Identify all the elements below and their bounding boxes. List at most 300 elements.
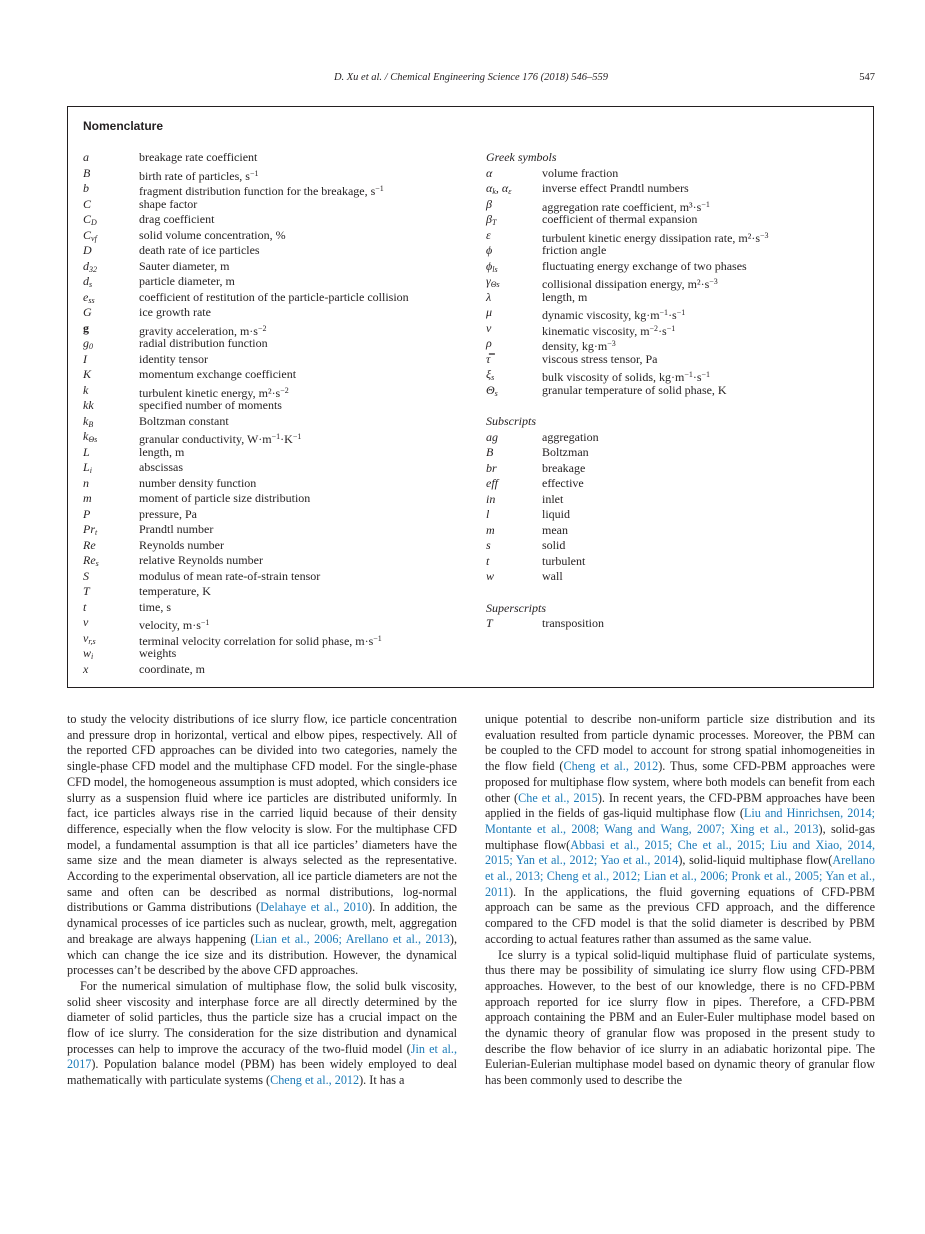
symbol-main: t bbox=[83, 599, 87, 614]
citation-link[interactable]: Che et al., 2015 bbox=[518, 790, 598, 805]
greek-symbol-entry bbox=[486, 166, 861, 182]
unit-exponent: −1 bbox=[684, 370, 693, 379]
symbol bbox=[486, 523, 495, 539]
symbol-subscript: 32 bbox=[89, 264, 97, 274]
definition-text: velocity, m·s bbox=[139, 618, 201, 632]
symbol-main: D bbox=[83, 243, 92, 257]
symbol bbox=[486, 228, 491, 244]
symbol-subscript: s bbox=[494, 388, 498, 398]
symbol bbox=[486, 290, 491, 306]
citation-link[interactable]: Liu and Hinrichsen, 2014; Montante et al., 2008; Wang and Wang, 2007; Xing et al., 2013 bbox=[485, 806, 875, 836]
body-paragraph bbox=[67, 712, 457, 979]
nomenclature-entry bbox=[83, 367, 478, 383]
subscript-entry bbox=[486, 554, 861, 570]
symbol-subscript: Θs bbox=[88, 435, 98, 444]
symbol-main: ν bbox=[486, 320, 492, 335]
greek-symbol-entry bbox=[486, 321, 861, 337]
citation-link[interactable]: Jin et al., 2017 bbox=[67, 1041, 457, 1072]
symbol bbox=[486, 616, 493, 632]
symbol-main: β bbox=[486, 212, 492, 226]
symbol-main: μ bbox=[486, 305, 493, 319]
symbol-main: b bbox=[83, 181, 89, 195]
definition-text: time, s bbox=[139, 599, 171, 614]
definition bbox=[139, 352, 208, 368]
nomenclature-entry bbox=[83, 569, 478, 585]
unit-exponent: −1 bbox=[249, 168, 259, 178]
paragraph-text: ). In addition, the dynamical processes of ice particles such as nuclear, growth, melt, aggregation and breakage are always happening ( bbox=[67, 900, 457, 946]
definition-text: identity tensor bbox=[139, 351, 208, 366]
definition-text: granular conductivity, W·m bbox=[139, 432, 272, 446]
citation-link[interactable]: Delahaye et al., 2010 bbox=[260, 900, 369, 915]
symbol-subscript: s bbox=[95, 559, 99, 568]
unit-exponent: −1 bbox=[373, 633, 382, 643]
definition-text: Prandtl number bbox=[139, 522, 214, 536]
definition-text: Reynolds number bbox=[139, 537, 224, 552]
nomenclature-entry bbox=[83, 243, 478, 259]
symbol-main: K bbox=[83, 367, 92, 381]
symbol-main: α bbox=[486, 181, 493, 195]
symbol-main: t bbox=[486, 553, 490, 568]
citation-link[interactable]: Abbasi et al., 2015; Che et al., 2015; Liu and Xiao, 2014, 2015; Yan et al., 2012; Yao et al., 2014 bbox=[485, 837, 875, 868]
definition bbox=[139, 212, 214, 228]
definition bbox=[139, 476, 256, 492]
symbol-main: T bbox=[486, 616, 493, 630]
symbol-subscript: s bbox=[491, 373, 495, 382]
symbol-second-subscript: ε bbox=[508, 187, 512, 196]
definition bbox=[139, 274, 235, 290]
symbol-second: , α bbox=[495, 181, 509, 195]
definition-text: ice growth rate bbox=[139, 305, 211, 319]
definition-text: inverse effect Prandtl numbers bbox=[542, 181, 689, 195]
definition-text: drag coefficient bbox=[139, 212, 215, 226]
symbol bbox=[83, 243, 92, 259]
definition-text: solid volume concentration, % bbox=[139, 227, 286, 242]
nomenclature-entry bbox=[83, 553, 478, 569]
definition bbox=[542, 352, 658, 368]
symbol bbox=[486, 305, 492, 321]
unit-exponent: −2 bbox=[257, 323, 267, 333]
unit-exponent: −1 bbox=[375, 184, 384, 193]
definition-text: pressure, Pa bbox=[139, 506, 197, 521]
symbol-main: Re bbox=[83, 537, 96, 552]
definition bbox=[139, 600, 171, 616]
definition-text: turbulent kinetic energy, m²·s bbox=[139, 385, 281, 400]
definition bbox=[542, 461, 585, 477]
symbol bbox=[83, 569, 89, 585]
definition bbox=[542, 538, 565, 554]
definition-text: inlet bbox=[542, 491, 564, 506]
symbol bbox=[83, 615, 98, 631]
citation-link[interactable]: Arellano et al., 2013; Cheng et al., 2012; Lian et al., 2006; Pronk et al., 2005; Yan et al., 2011 bbox=[485, 853, 875, 899]
definition-text: particle diameter, m bbox=[139, 274, 235, 288]
citation-link[interactable]: Lian et al., 2006; Arellano et al., 2013 bbox=[254, 931, 450, 946]
symbol bbox=[83, 383, 88, 399]
definition-text: number density function bbox=[139, 475, 257, 490]
definition-text: breakage rate coefficient bbox=[139, 150, 258, 164]
definition-text: aggregation rate coefficient, m³·s bbox=[542, 199, 702, 214]
definition-text: solid bbox=[542, 538, 566, 552]
definition-text: Sauter diameter, m bbox=[139, 258, 230, 273]
symbol bbox=[486, 492, 495, 508]
definition-text: granular temperature of solid phase, K bbox=[542, 382, 727, 397]
definition bbox=[542, 212, 697, 228]
symbol-subscript: k bbox=[492, 187, 496, 196]
symbol-main: ϕ bbox=[486, 243, 493, 257]
nomenclature-box bbox=[67, 106, 874, 688]
paragraph-text: ). In recent years, the CFD-PBM approaches have been applied in the fields of gas-liquid multiphase flow ( bbox=[485, 790, 876, 821]
symbol-main: g bbox=[83, 336, 89, 350]
symbol bbox=[486, 166, 492, 182]
definition bbox=[139, 398, 282, 414]
symbol bbox=[486, 321, 491, 337]
symbol-main: g bbox=[83, 320, 89, 335]
symbol-main: k bbox=[83, 429, 89, 443]
page-number: 547 bbox=[859, 72, 875, 83]
greek-symbol-entry bbox=[486, 383, 861, 399]
nomenclature-entry bbox=[83, 476, 478, 492]
definition-text: density, kg·m bbox=[542, 339, 608, 353]
unit-exponent: −3 bbox=[760, 230, 769, 240]
symbol-main: k bbox=[83, 382, 89, 397]
definition-text: wall bbox=[542, 569, 563, 583]
nomenclature-entry bbox=[83, 584, 478, 600]
definition-text: relative Reynolds number bbox=[139, 553, 263, 567]
definition-text: death rate of ice particles bbox=[139, 243, 260, 257]
body-column-left bbox=[67, 712, 457, 1089]
subscripts-heading: Subscripts bbox=[486, 414, 537, 428]
definition-text: momentum exchange coefficient bbox=[139, 367, 297, 381]
greek-symbol-entry bbox=[486, 290, 861, 306]
symbol-subscript: t bbox=[95, 528, 98, 537]
definition-text: volume fraction bbox=[542, 165, 619, 180]
symbol-main: ξ bbox=[486, 367, 492, 381]
symbol bbox=[83, 507, 90, 523]
symbol-main: w bbox=[486, 569, 495, 583]
unit-exponent: −1 bbox=[271, 432, 281, 441]
symbol bbox=[83, 367, 91, 383]
symbol-main: d bbox=[83, 258, 89, 273]
definition-text: bulk viscosity of solids, kg·m bbox=[542, 370, 685, 384]
symbol-main: l bbox=[486, 507, 490, 521]
symbol bbox=[83, 584, 90, 600]
definition bbox=[542, 259, 747, 275]
symbol-main: C bbox=[83, 212, 92, 226]
greek-symbol-entry bbox=[486, 259, 861, 275]
citation-link[interactable]: Cheng et al., 2012 bbox=[270, 1073, 360, 1088]
definition-text: effective bbox=[542, 476, 584, 490]
definition-text: kinematic viscosity, m bbox=[542, 323, 650, 338]
symbol-subscript: i bbox=[91, 652, 94, 661]
symbol-main: k bbox=[83, 413, 89, 428]
symbol bbox=[83, 476, 89, 492]
symbol bbox=[83, 538, 96, 554]
unit-exponent: −2 bbox=[649, 323, 659, 333]
paragraph-text: ). Population balance model (PBM) has been widely employed to deal mathematically with particulate systems ( bbox=[67, 1057, 457, 1088]
symbol-main: I bbox=[83, 351, 87, 366]
paragraph-text: ). In the applications, the fluid governing equations of CFD-PBM approach can be same as the previous CFD approach, and the difference compared to the CFD model is that the solid diameter is described by PBM according to actual features rather than assumed as the same value. bbox=[485, 884, 875, 946]
body-paragraph bbox=[485, 712, 875, 948]
nomenclature-entry bbox=[83, 414, 478, 430]
symbol-main: e bbox=[83, 289, 89, 304]
symbol bbox=[486, 383, 498, 402]
nomenclature-entry bbox=[83, 383, 478, 399]
definition-text: Boltzman constant bbox=[139, 413, 229, 428]
greek-symbol-entry bbox=[486, 305, 861, 321]
nomenclature-left-column bbox=[83, 150, 478, 677]
paragraph-text: ), solid-gas multiphase flow( bbox=[485, 821, 875, 852]
greek-symbols-heading: Greek symbols bbox=[486, 150, 557, 164]
paragraph-text: ). It has a bbox=[359, 1073, 405, 1088]
definition bbox=[542, 476, 584, 492]
symbol-main: B bbox=[83, 165, 91, 180]
symbol-main: v⃗ bbox=[83, 615, 98, 629]
symbol-main: γ bbox=[486, 274, 491, 288]
definition bbox=[139, 522, 213, 538]
definition-text: fluctuating energy exchange of two phases bbox=[542, 258, 747, 273]
symbol-main: τ̿ bbox=[486, 351, 491, 366]
symbol-main: a bbox=[83, 150, 89, 164]
symbol-main: G bbox=[83, 305, 92, 319]
symbol bbox=[83, 321, 89, 337]
nomenclature-entry bbox=[83, 274, 478, 290]
definition bbox=[139, 584, 211, 600]
definition bbox=[542, 181, 689, 197]
nomenclature-entry bbox=[83, 522, 478, 538]
symbol-subscript: 0 bbox=[89, 342, 93, 351]
definition-text: coordinate, m bbox=[139, 661, 205, 676]
definition bbox=[139, 491, 310, 507]
symbol-main: m bbox=[486, 522, 495, 537]
symbol-main: α bbox=[486, 165, 493, 180]
definition bbox=[139, 197, 197, 213]
unit-exponent: −3 bbox=[607, 339, 616, 348]
nomenclature-entry bbox=[83, 150, 478, 166]
definition-text: turbulent bbox=[542, 553, 586, 568]
definition-text: Boltzman bbox=[542, 445, 589, 459]
greek-symbol-entry bbox=[486, 336, 861, 352]
definition bbox=[542, 569, 563, 585]
nomenclature-entry bbox=[83, 600, 478, 616]
definition bbox=[139, 228, 286, 244]
symbol-main: w bbox=[83, 646, 92, 660]
definition-text: terminal velocity correlation for solid phase, m·s bbox=[139, 633, 374, 648]
definition bbox=[542, 430, 599, 446]
symbol-main: s bbox=[486, 538, 491, 552]
symbol bbox=[83, 150, 89, 166]
definition bbox=[139, 646, 176, 662]
symbol-subscript: ss bbox=[88, 295, 95, 305]
paragraph-text: For the numerical simulation of multiphase flow, the solid bulk viscosity, solid sheer viscosity and interphase force are all directly determined by the diameter of solid particles, thus the particle size has a crucial impact on the flow of ice slurry. The consideration for the size distribution and dynamical processes can help to improve the accuracy of the two-fluid model ( bbox=[67, 978, 457, 1056]
symbol bbox=[486, 197, 492, 213]
definition bbox=[542, 616, 604, 632]
definition bbox=[139, 150, 257, 166]
unit-tail: ·s bbox=[692, 370, 702, 384]
subscript-entry bbox=[486, 476, 861, 492]
symbol-subscript: s bbox=[89, 280, 93, 289]
unit-exponent: −1 bbox=[659, 308, 669, 317]
definition bbox=[542, 166, 618, 182]
symbol bbox=[486, 554, 489, 570]
superscripts-list bbox=[486, 616, 861, 632]
definition-text: weights bbox=[139, 646, 177, 660]
definition bbox=[139, 569, 320, 585]
nomenclature-entry bbox=[83, 166, 478, 182]
symbol-subscript: ls bbox=[492, 264, 498, 274]
symbol bbox=[83, 166, 90, 182]
definition-text: temperature, K bbox=[139, 584, 211, 598]
unit-tail-exponent: −1 bbox=[676, 308, 686, 317]
symbol bbox=[83, 445, 90, 461]
greek-symbol-entry bbox=[486, 197, 861, 213]
definition-text: dynamic viscosity, kg·m bbox=[542, 308, 660, 322]
definition bbox=[139, 336, 268, 352]
symbol bbox=[486, 336, 492, 352]
superscripts-heading: Superscripts bbox=[486, 600, 546, 615]
definition-text: coefficient of restitution of the particle-particle collision bbox=[139, 289, 409, 304]
symbol-main: Pr bbox=[83, 522, 95, 536]
nomenclature-entry bbox=[83, 615, 478, 631]
definition-text: birth rate of particles, s bbox=[139, 168, 250, 183]
body-paragraph bbox=[67, 979, 457, 1089]
symbol bbox=[486, 461, 497, 477]
symbol bbox=[83, 662, 98, 678]
definition-text: collisional dissipation energy, m²·s bbox=[542, 277, 710, 291]
symbol-subscript: T bbox=[491, 218, 497, 227]
symbol-main: T bbox=[83, 584, 90, 598]
symbol-main: br bbox=[486, 460, 497, 475]
unit-exponent: −3 bbox=[709, 277, 718, 286]
running-head bbox=[67, 72, 875, 88]
greek-symbol-entry bbox=[486, 274, 861, 290]
definition bbox=[139, 507, 197, 523]
unit-tail: ·s bbox=[658, 323, 667, 338]
definition bbox=[542, 492, 563, 508]
symbol bbox=[83, 398, 94, 414]
symbol-main: L bbox=[83, 444, 90, 459]
nomenclature-entry bbox=[83, 631, 478, 647]
symbol bbox=[486, 352, 490, 368]
symbol-subscript: r,s bbox=[88, 636, 96, 646]
symbol-main: λ bbox=[486, 289, 492, 304]
symbol-main: eff bbox=[486, 476, 498, 490]
paragraph-text: to study the velocity distributions of ice slurry flow, ice particle concentration and pressure drop in horizontal, vertical and elbow pipes, respectively. All of the reported CFD approaches can be divided into two categories, namely the single-phase CFD model and the multiphase CFD model. For the single-phase CFD model, the homogeneous assumption is must adopted, which considers ice slurry as a suspension fluid where ice particles are distributed uniformly. In fact, ice particles always rise in the carried liquid because of their density difference, especially when the flow velocity is slow. For the multiphase CFD model, a fundamental assumption is that all ice particles’ diameters have the same size and the mean diameter is always selected as the representative. According to the experimental observation, all ice particle diameters are not the same and often can be described as normal distributions, log-normal distributions or Gamma distributions ( bbox=[67, 712, 457, 915]
body-paragraph bbox=[485, 948, 875, 1089]
nomenclature-entry bbox=[83, 305, 478, 321]
definition-text: shape factor bbox=[139, 196, 198, 211]
definition-text: breakage bbox=[542, 460, 586, 475]
subscript-entry bbox=[486, 523, 861, 539]
definition bbox=[542, 445, 589, 461]
nomenclature-entry bbox=[83, 181, 478, 197]
symbol-main: Θ bbox=[486, 382, 495, 397]
symbol-main: Re bbox=[83, 553, 96, 567]
symbol bbox=[83, 352, 87, 368]
greek-symbol-entry bbox=[486, 212, 861, 228]
symbol-main: ag bbox=[486, 429, 498, 444]
definition bbox=[542, 383, 727, 399]
definition-text: moment of particle size distribution bbox=[139, 491, 311, 505]
greek-symbol-entry bbox=[486, 243, 861, 259]
symbol-main: d bbox=[83, 274, 89, 288]
symbol-subscript: vf bbox=[91, 233, 97, 243]
symbol-main: m bbox=[83, 491, 92, 505]
symbol-main: P bbox=[83, 506, 91, 521]
citation-link[interactable]: Cheng et al., 2012 bbox=[563, 759, 659, 774]
nomenclature-entry bbox=[83, 228, 478, 244]
symbol bbox=[83, 197, 91, 213]
definition bbox=[139, 367, 296, 383]
greek-symbols-list bbox=[486, 166, 861, 399]
subscript-entry bbox=[486, 445, 861, 461]
nomenclature-right-column bbox=[486, 150, 861, 632]
definition bbox=[542, 523, 568, 539]
symbol-main: β bbox=[486, 196, 492, 211]
symbol bbox=[83, 491, 92, 507]
definition bbox=[139, 305, 211, 321]
definition bbox=[139, 662, 205, 678]
symbol-main: L bbox=[83, 460, 90, 474]
symbol bbox=[486, 243, 492, 259]
definition-text: liquid bbox=[542, 507, 571, 521]
nomenclature-entry bbox=[83, 290, 478, 306]
subscript-entry bbox=[486, 492, 861, 508]
unit-tail-exponent: −1 bbox=[666, 323, 676, 333]
definition-text: specified number of moments bbox=[139, 398, 282, 412]
symbol bbox=[83, 600, 86, 616]
symbol-main: in bbox=[486, 491, 496, 506]
definition-text: modulus of mean rate-of-strain tensor bbox=[139, 568, 321, 583]
greek-symbol-entry bbox=[486, 181, 861, 197]
definition-text: mean bbox=[542, 522, 568, 537]
nomenclature-entry bbox=[83, 336, 478, 352]
symbol-subscript: Θs bbox=[490, 280, 500, 289]
nomenclature-entry bbox=[83, 429, 478, 445]
symbol bbox=[83, 305, 92, 321]
symbol bbox=[83, 181, 89, 197]
nomenclature-entry bbox=[83, 445, 478, 461]
nomenclature-entry bbox=[83, 398, 478, 414]
definition bbox=[542, 243, 606, 259]
symbol bbox=[486, 538, 491, 554]
journal-citation: D. Xu et al. / Chemical Engineering Science 176 (2018) 546–559 bbox=[333, 72, 609, 83]
nomenclature-entry bbox=[83, 259, 478, 275]
symbol bbox=[486, 569, 494, 585]
definition bbox=[139, 538, 224, 554]
symbol bbox=[486, 430, 498, 446]
nomenclature-title: Nomenclature bbox=[83, 119, 164, 133]
definition-text: length, m bbox=[139, 444, 185, 459]
symbol-main: kk bbox=[83, 398, 94, 412]
superscript-entry bbox=[486, 616, 861, 632]
nomenclature-entry bbox=[83, 352, 478, 368]
definition-text: fragment distribution function for the breakage, s bbox=[139, 184, 376, 198]
definition-text: aggregation bbox=[542, 429, 599, 444]
symbol-main: ϕ bbox=[486, 258, 493, 273]
symbol-main: ρ bbox=[486, 336, 492, 350]
definition bbox=[139, 290, 409, 306]
definition bbox=[542, 507, 570, 523]
definition bbox=[139, 243, 260, 259]
symbol bbox=[486, 445, 493, 461]
symbol-main: n bbox=[83, 475, 89, 490]
symbol-main: v bbox=[83, 630, 89, 645]
definition bbox=[139, 460, 183, 476]
definition-text: gravity acceleration, m·s bbox=[139, 323, 258, 338]
definition-text: abscissas bbox=[139, 460, 183, 474]
symbol-subscript: D bbox=[91, 218, 97, 227]
nomenclature-entry bbox=[83, 491, 478, 507]
symbol-subscript: B bbox=[88, 419, 94, 429]
